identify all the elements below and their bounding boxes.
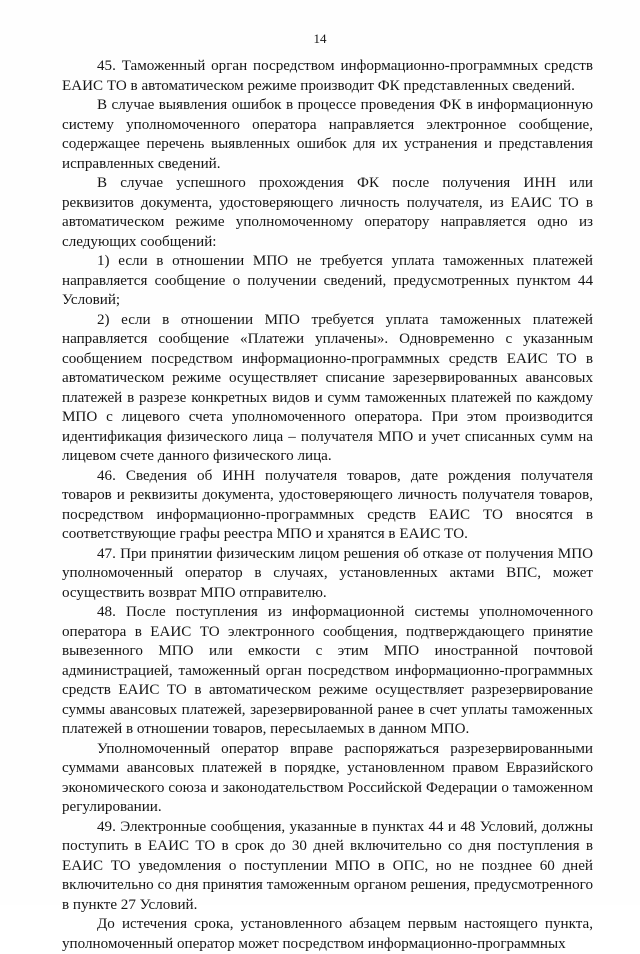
paragraph-46: 46. Сведения об ИНН получателя товаров, дате рождения получателя товаров и реквизиты документа, удостоверяющего личность получателя товаров, посредством информационно-программных средств ЕАИС ТО вносятся в соответствующие графы реестра МПО и хранятся в ЕАИС ТО. — [62, 467, 593, 542]
paragraph-deadline: До истечения срока, установленного абзацем первым настоящего пункта, уполномоченный оператор может посредством информационно-программных — [62, 916, 593, 952]
paragraph-operator-rights: Уполномоченный оператор вправе распоряжаться разрезервированными суммами авансовых платежей в порядке, установленном правом Евразийского экономического союза и законодательством Российской Федерации о таможенном регулировании. — [62, 740, 593, 815]
paragraph-errors: В случае выявления ошибок в процессе проведения ФК в информационную систему уполномоченного оператора направляется электронное сообщение, содержащее перечень выявленных ошибок для их устранения и представления исправленных сведений. — [62, 97, 593, 172]
list-item-1: 1) если в отношении МПО не требуется уплата таможенных платежей направляется сообщение о получении сведений, предусмотренных пунктом 44 Условий; — [62, 253, 593, 308]
page-number: 14 — [313, 31, 327, 46]
paragraph-48: 48. После поступления из информационной системы уполномоченного оператора в ЕАИС ТО электронного сообщения, подтверждающего принятие вывезенного МПО или емкости с этим МПО иностранной почтовой администрацией, таможенный орган посредством информационно-программных средств ЕАИС ТО в автоматическом режиме осуществляет разрезервирование суммы авансовых платежей, зарезервированной ранее в счет уплаты таможенных платежей в отношении товаров, пересылаемых в данном МПО. — [62, 604, 593, 737]
document-body — [62, 57, 593, 954]
paragraph-45: 45. Таможенный орган посредством информационно-программных средств ЕАИС ТО в автоматическом режиме производит ФК представленных сведений. — [62, 58, 593, 94]
paragraph-success: В случае успешного прохождения ФК после получения ИНН или реквизитов документа, удостоверяющего личность получателя, из ЕАИС ТО в автоматическом режиме уполномоченному оператору направляется одно из следующих сообщений: — [62, 175, 593, 250]
paragraph-49: 49. Электронные сообщения, указанные в пунктах 44 и 48 Условий, должны поступить в ЕАИС ТО в срок до 30 дней включительно со дня поступления в ЕАИС ТО уведомления о поступлении МПО в ОПС, но не позднее 60 дней включительно со дня принятия таможенным органом решения, предусмотренного в пункте 27 Условий. — [62, 818, 593, 913]
list-item-2: 2) если в отношении МПО требуется уплата таможенных платежей направляется сообщение «Платежи уплачены». Одновременно с указанным сообщением посредством информационно-программных средств ЕАИС ТО в автоматическом режиме осуществляет списание зарезервированных авансовых платежей в разрезе конкретных видов и сумм таможенных платежей по каждому МПО с лицевого счета уполномоченного оператора. При этом производится идентификация физического лица – получателя МПО и учет списанных сумм на лицевом счете данного физического лица. — [62, 311, 593, 464]
paragraph-47: 47. При принятии физическим лицом решения об отказе от получения МПО уполномоченный оператор в случаях, установленных актами ВПС, может осуществить возврат МПО отправителю. — [62, 545, 593, 601]
